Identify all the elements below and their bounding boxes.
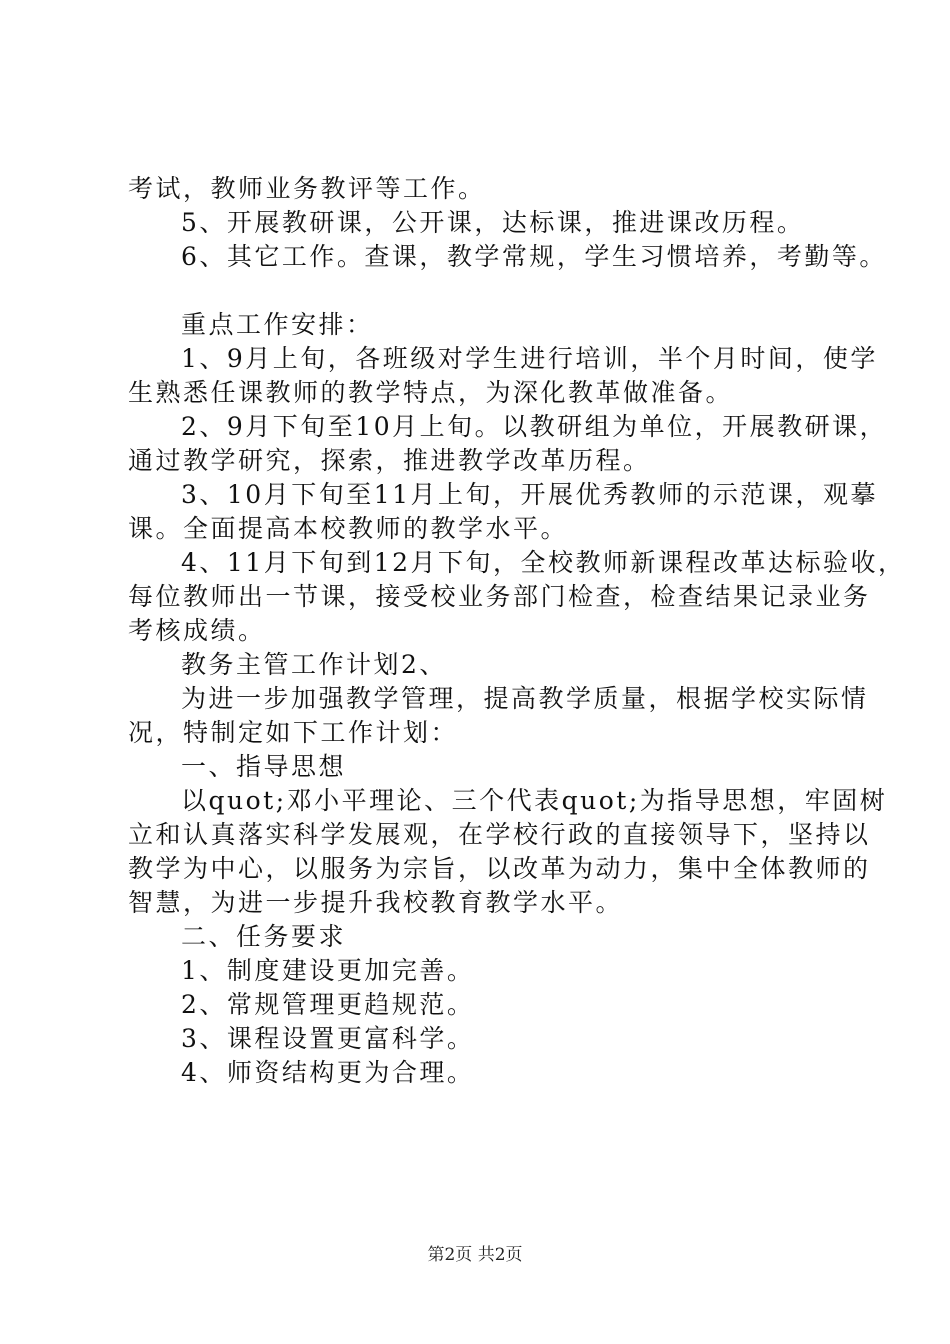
text-line: 况，特制定如下工作计划： [128,718,459,747]
section-title: 教务主管工作计划2、 [181,650,447,679]
text-line: 生熟悉任课教师的教学特点，为深化教革做准备。 [128,378,734,407]
section-heading: 二、任务要求 [181,922,347,951]
list-item: 4、师资结构更为合理。 [181,1058,475,1087]
list-item: 3、课程设置更富科学。 [181,1024,475,1053]
text-line: 6、其它工作。查课，教学常规，学生习惯培养，考勤等。 [181,242,887,271]
section-heading: 重点工作安排： [181,310,374,339]
text-line: 课。全面提高本校教师的教学水平。 [128,514,569,543]
text-line: 通过教学研究，探索，推进教学改革历程。 [128,446,651,475]
text-line: 考试，教师业务教评等工作。 [128,174,486,203]
text-line: 每位教师出一节课，接受校业务部门检查，检查结果记录业务 [128,582,871,611]
text-line: 3、10月下旬至11月上旬，开展优秀教师的示范课，观摹 [181,480,879,509]
paragraph-gap [128,274,832,308]
section-heading: 一、指导思想 [181,752,347,781]
text-line: 以quot;邓小平理论、三个代表quot;为指导思想，牢固树 [181,786,888,815]
page-number-footer: 第2页 共2页 [427,1245,523,1265]
text-line: 4、11月下旬到12月下旬，全校教师新课程改革达标验收， [181,548,906,577]
document-body [128,172,906,1090]
text-line: 教学为中心，以服务为宗旨，以改革为动力，集中全体教师的 [128,854,871,883]
text-line: 智慧，为进一步提升我校教育教学水平。 [128,888,624,917]
text-line: 5、开展教研课，公开课，达标课，推进课改历程。 [181,208,805,237]
text-line: 立和认真落实科学发展观，在学校行政的直接领导下，坚持以 [128,820,871,849]
text-line: 考核成绩。 [128,616,266,645]
list-item: 1、制度建设更加完善。 [181,956,475,985]
text-line: 1、9月上旬，各班级对学生进行培训，半个月时间，使学 [181,344,878,373]
text-line: 为进一步加强教学管理，提高教学质量，根据学校实际情 [181,684,869,713]
text-line: 2、9月下旬至10月上旬。以教研组为单位，开展教研课， [181,412,888,441]
list-item: 2、常规管理更趋规范。 [181,990,475,1019]
